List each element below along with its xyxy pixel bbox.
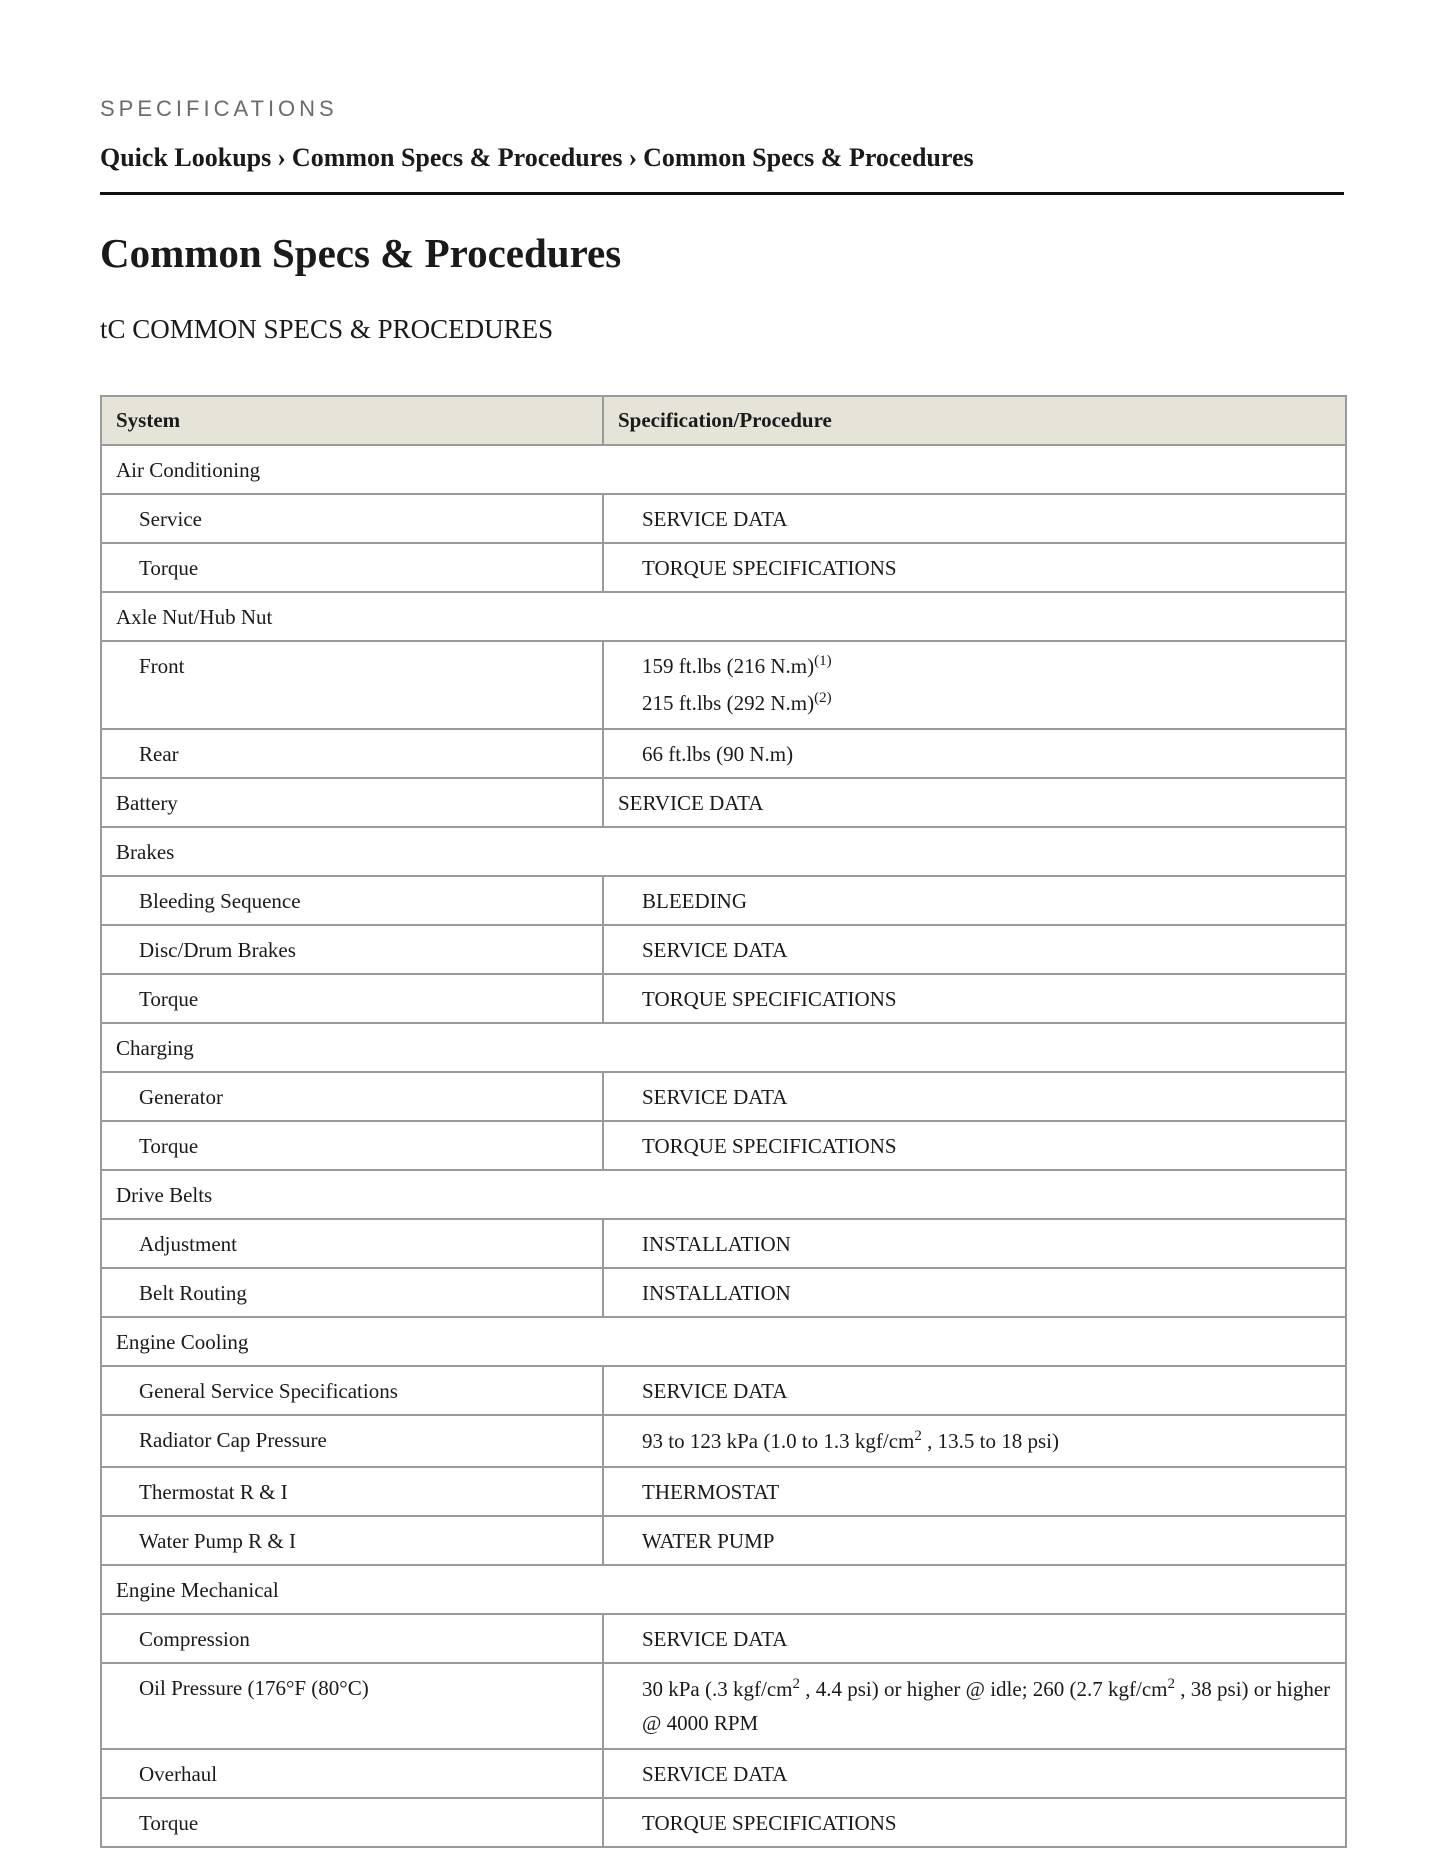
table-row [101, 1366, 1346, 1415]
system-cell: Water Pump R & I [101, 1516, 603, 1565]
table-row [101, 729, 1346, 778]
table-header-row [101, 396, 1346, 445]
system-cell: Disc/Drum Brakes [101, 925, 603, 974]
table-row [101, 1268, 1346, 1317]
table-row [101, 494, 1346, 543]
system-cell: Overhaul [101, 1749, 603, 1798]
spec-link[interactable]: INSTALLATION [603, 1268, 1346, 1317]
table-group-row [101, 1023, 1346, 1072]
table-row [101, 1516, 1346, 1565]
breadcrumb-separator: › [628, 143, 638, 172]
page-subtitle: tC COMMON SPECS & PROCEDURES [100, 314, 554, 344]
spec-text: , 38 psi) or higher @ 4000 RPM [642, 1677, 1331, 1735]
group-label: Drive Belts [101, 1170, 1346, 1219]
footnote-ref[interactable]: (1) [814, 653, 832, 669]
superscript: 2 [1167, 1676, 1176, 1692]
system-cell: Belt Routing [101, 1268, 603, 1317]
system-cell: Torque [101, 974, 603, 1023]
spec-link[interactable]: INSTALLATION [603, 1219, 1346, 1268]
table-group-row [101, 1317, 1346, 1366]
group-label: Engine Mechanical [101, 1565, 1346, 1614]
spec-link[interactable]: THERMOSTAT [603, 1467, 1346, 1516]
table-row [101, 1072, 1346, 1121]
spec-text: 215 ft.lbs (292 N.m) [642, 691, 815, 715]
system-cell: Rear [101, 729, 603, 778]
table-row [101, 876, 1346, 925]
table-row [101, 1121, 1346, 1170]
superscript: 2 [792, 1676, 800, 1692]
spec-text: , 13.5 to 18 psi) [921, 1429, 1059, 1453]
group-label: Engine Cooling [101, 1317, 1346, 1366]
spec-link[interactable]: SERVICE DATA [603, 1614, 1346, 1663]
system-cell: Torque [101, 1798, 603, 1847]
table-row [101, 543, 1346, 592]
spec-link[interactable]: TORQUE SPECIFICATIONS [603, 974, 1346, 1023]
spec-text: 93 to 123 kPa (1.0 to 1.3 kgf/cm [642, 1429, 915, 1453]
system-cell: Torque [101, 1121, 603, 1170]
table-row [101, 778, 1346, 827]
spec-text: , 4.4 psi) or higher @ idle; 260 (2.7 kgf/cm [799, 1677, 1168, 1701]
spec-link[interactable]: SERVICE DATA [603, 1749, 1346, 1798]
breadcrumb-item-common-specs[interactable]: Common Specs & Procedures [291, 143, 623, 172]
system-cell: Adjustment [101, 1219, 603, 1268]
system-cell: Compression [101, 1614, 603, 1663]
system-cell: Bleeding Sequence [101, 876, 603, 925]
footnote-ref[interactable]: (2) [814, 690, 832, 706]
table-row [101, 1798, 1346, 1847]
column-header-spec: Specification/Procedure [603, 396, 1346, 445]
system-cell: Service [101, 494, 603, 543]
spec-value-line [642, 648, 1331, 685]
group-label: Air Conditioning [101, 445, 1346, 494]
system-cell: Generator [101, 1072, 603, 1121]
spec-link[interactable]: TORQUE SPECIFICATIONS [603, 1121, 1346, 1170]
superscript: 2 [914, 1428, 922, 1444]
breadcrumb [100, 142, 1344, 195]
breadcrumb-item-current: Common Specs & Procedures [643, 143, 974, 172]
spec-link[interactable]: SERVICE DATA [603, 925, 1346, 974]
spec-value [603, 1663, 1346, 1749]
spec-value-line [642, 685, 1331, 722]
system-cell: Thermostat R & I [101, 1467, 603, 1516]
table-group-row [101, 592, 1346, 641]
spec-link[interactable]: BLEEDING [603, 876, 1346, 925]
spec-value: 66 ft.lbs (90 N.m) [603, 729, 1346, 778]
table-group-row [101, 1565, 1346, 1614]
system-cell: Radiator Cap Pressure [101, 1415, 603, 1467]
group-label: Charging [101, 1023, 1346, 1072]
spec-link[interactable]: SERVICE DATA [603, 1072, 1346, 1121]
spec-link[interactable]: TORQUE SPECIFICATIONS [603, 1798, 1346, 1847]
column-header-system: System [101, 396, 603, 445]
table-row [101, 1415, 1346, 1467]
spec-value [603, 641, 1346, 729]
table-row [101, 1749, 1346, 1798]
section-label: SPECIFICATIONS [100, 96, 338, 121]
group-label: Brakes [101, 827, 1346, 876]
table-row [101, 1467, 1346, 1516]
spec-text: 159 ft.lbs (216 N.m) [642, 654, 815, 678]
spec-value [603, 1415, 1346, 1467]
table-group-row [101, 445, 1346, 494]
page-title: Common Specs & Procedures [100, 230, 622, 276]
table-row [101, 1663, 1346, 1749]
table-row [101, 925, 1346, 974]
breadcrumb-separator: › [277, 143, 286, 172]
spec-link[interactable]: SERVICE DATA [603, 494, 1346, 543]
table-group-row [101, 1170, 1346, 1219]
spec-link[interactable]: SERVICE DATA [603, 1366, 1346, 1415]
system-cell: Torque [101, 543, 603, 592]
table-row [101, 641, 1346, 729]
table-row [101, 974, 1346, 1023]
specs-table [100, 395, 1347, 1848]
breadcrumb-item-quick-lookups[interactable]: Quick Lookups [100, 143, 272, 172]
system-cell: Battery [101, 778, 603, 827]
spec-link[interactable]: WATER PUMP [603, 1516, 1346, 1565]
system-cell: Front [101, 641, 603, 729]
spec-link[interactable]: SERVICE DATA [603, 778, 1346, 827]
group-label: Axle Nut/Hub Nut [101, 592, 1346, 641]
system-cell: Oil Pressure (176°F (80°C) [101, 1663, 603, 1749]
table-row [101, 1614, 1346, 1663]
spec-link[interactable]: TORQUE SPECIFICATIONS [603, 543, 1346, 592]
spec-text: 30 kPa (.3 kgf/cm [642, 1677, 793, 1701]
table-row [101, 1219, 1346, 1268]
table-group-row [101, 827, 1346, 876]
system-cell: General Service Specifications [101, 1366, 603, 1415]
